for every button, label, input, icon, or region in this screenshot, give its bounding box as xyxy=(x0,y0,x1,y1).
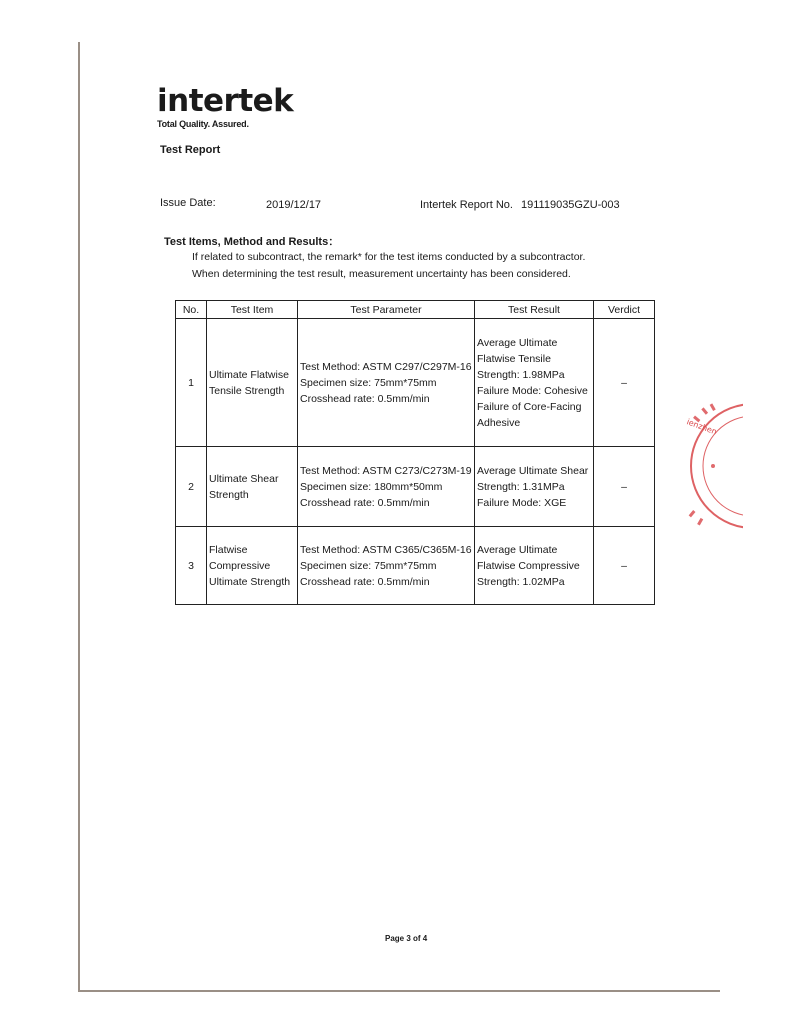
cell-line: Specimen size: 75mm*75mm xyxy=(300,559,437,572)
section-heading: Test Items, Method and Results： xyxy=(164,236,340,248)
cell-line: Strength: 1.02MPa xyxy=(477,575,565,588)
verdict-cell: – xyxy=(594,527,655,605)
cell-line: Tensile Strength xyxy=(209,384,285,397)
row-number: 2 xyxy=(176,447,207,527)
test-item-cell xyxy=(207,447,298,527)
cell-line: Flatwise xyxy=(209,543,248,556)
cell-line: Failure Mode: Cohesive xyxy=(477,384,588,397)
report-number-label: Intertek Report No. xyxy=(420,199,513,211)
table-header-row xyxy=(176,301,655,319)
company-seal-stamp xyxy=(683,400,743,532)
cell-line: Adhesive xyxy=(477,416,521,429)
cell-line: Test Method: ASTM C365/C365M-16 xyxy=(300,543,472,556)
test-parameter-cell xyxy=(298,527,475,605)
logo-wordmark: intertek xyxy=(157,83,294,119)
cell-line: Crosshead rate: 0.5mm/min xyxy=(300,575,430,588)
company-logo xyxy=(157,83,294,129)
cell-line: Ultimate Shear xyxy=(209,472,279,485)
test-result-cell xyxy=(475,447,594,527)
issue-date-value: 2019/12/17 xyxy=(266,199,322,211)
cell-line: Average Ultimate xyxy=(477,336,558,349)
cell-line: Specimen size: 180mm*50mm xyxy=(300,480,443,493)
test-parameter-cell xyxy=(298,447,475,527)
test-result-cell xyxy=(475,319,594,447)
row-number: 1 xyxy=(176,319,207,447)
header-test-result: Test Result xyxy=(475,301,594,319)
report-title: Test Report xyxy=(160,144,221,156)
logo-tagline: Total Quality. Assured. xyxy=(157,119,249,129)
cell-line: Flatwise Tensile xyxy=(477,352,551,365)
verdict-cell: – xyxy=(594,319,655,447)
cell-line: Average Ultimate xyxy=(477,543,558,556)
issue-date-label: Issue Date: xyxy=(160,197,216,209)
cell-line: Test Method: ASTM C273/C273M-19 xyxy=(300,464,472,477)
cell-line: Ultimate Flatwise xyxy=(209,368,289,381)
cell-line: Strength: 1.31MPa xyxy=(477,480,565,493)
subcontract-note: If related to subcontract, the remark* for the test items conducted by a subcontractor. xyxy=(192,251,586,263)
cell-line: Specimen size: 75mm*75mm xyxy=(300,376,437,389)
cell-line: Test Method: ASTM C297/C297M-16 xyxy=(300,360,472,373)
cell-line: Strength xyxy=(209,488,249,501)
header-test-parameter: Test Parameter xyxy=(298,301,475,319)
cell-line: Strength: 1.98MPa xyxy=(477,368,565,381)
stamp-text: ienzhen xyxy=(685,417,719,437)
verdict-cell: – xyxy=(594,447,655,527)
table-row xyxy=(176,319,655,447)
table-row xyxy=(176,527,655,605)
header-verdict: Verdict xyxy=(594,301,655,319)
cell-line: Failure Mode: XGE xyxy=(477,496,567,509)
cell-line: Failure of Core-Facing xyxy=(477,400,582,413)
test-item-cell xyxy=(207,527,298,605)
cell-line: Crosshead rate: 0.5mm/min xyxy=(300,496,430,509)
test-item-cell xyxy=(207,319,298,447)
uncertainty-note: When determining the test result, measurement uncertainty has been considered. xyxy=(192,268,571,280)
header-test-item: Test Item xyxy=(207,301,298,319)
cell-line: Crosshead rate: 0.5mm/min xyxy=(300,392,430,405)
results-table xyxy=(175,300,655,605)
row-number: 3 xyxy=(176,527,207,605)
cell-line: Compressive xyxy=(209,559,271,572)
report-number-value: 191119035GZU-003 xyxy=(521,199,620,211)
header-no: No. xyxy=(176,301,207,319)
test-parameter-cell xyxy=(298,319,475,447)
cell-line: Average Ultimate Shear xyxy=(477,464,589,477)
cell-line: Ultimate Strength xyxy=(209,575,291,588)
cell-line: Flatwise Compressive xyxy=(477,559,580,572)
page-number: Page 3 of 4 xyxy=(385,934,428,943)
test-result-cell xyxy=(475,527,594,605)
paper-edge-left xyxy=(78,42,80,992)
paper-edge-bottom xyxy=(78,990,720,992)
table-row xyxy=(176,447,655,527)
